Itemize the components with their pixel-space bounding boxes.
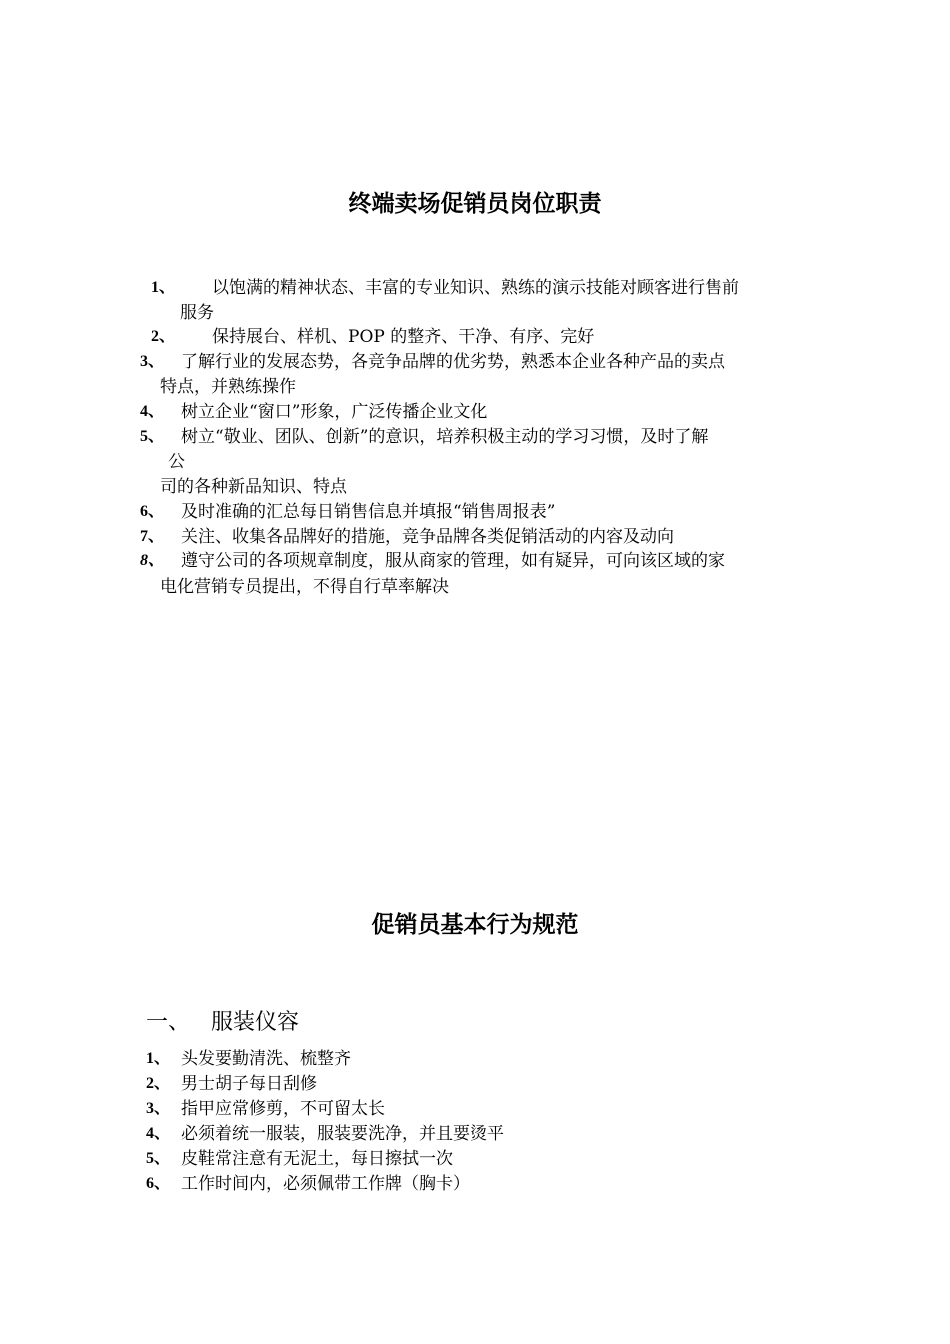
section-title: 促销员基本行为规范	[371, 912, 579, 938]
duty-number-6: 6、	[140, 503, 165, 520]
duty-text-8: 遵守公司的各项规章制度，服从商家的管理，如有疑异，可向该区域的家	[181, 551, 725, 571]
dress-number-2: 2、	[146, 1075, 171, 1092]
duty-text-3-cont: 特点，并熟练操作	[160, 377, 296, 397]
duty-text-5-cont2: 司的各种新品知识、特点	[160, 477, 347, 497]
duty-text-3: 了解行业的发展态势，各竞争品牌的优劣势，熟悉本企业各种产品的卖点	[181, 352, 725, 372]
duty-number-2: 2、	[151, 328, 176, 345]
duty-text-8-cont: 电化营销专员提出，不得自行草率解决	[160, 577, 449, 597]
dress-number-1: 1、	[146, 1050, 171, 1067]
dress-text-1: 头发要勤清洗、梳整齐	[181, 1049, 351, 1069]
duty-number-1: 1、	[151, 279, 176, 296]
dress-text-5: 皮鞋常注意有无泥土，每日擦拭一次	[181, 1149, 453, 1169]
duty-text-5: 树立“敬业、团队、创新”的意识，培养积极主动的学习习惯，及时了解	[181, 427, 709, 447]
duty-text-2: 保持展台、样机、POP 的整齐、干净、有序、完好	[212, 327, 595, 347]
duty-text-1-cont: 服务	[180, 303, 214, 323]
dress-text-6: 工作时间内，必须佩带工作牌（胸卡）	[181, 1174, 470, 1194]
dress-text-3: 指甲应常修剪，不可留太长	[181, 1099, 385, 1119]
duty-number-7: 7、	[140, 528, 165, 545]
dress-number-4: 4、	[146, 1125, 171, 1142]
duty-number-5: 5、	[140, 428, 165, 445]
duty-text-6: 及时准确的汇总每日销售信息并填报“销售周报表”	[181, 502, 556, 522]
section-heading-number: 一、	[146, 1010, 191, 1035]
dress-number-3: 3、	[146, 1100, 171, 1117]
dress-number-5: 5、	[146, 1150, 171, 1167]
duty-number-3: 3、	[140, 353, 165, 370]
duty-number-4: 4、	[140, 403, 165, 420]
section-heading-label: 服装仪容	[211, 1010, 300, 1035]
dress-number-6: 6、	[146, 1175, 171, 1192]
duty-text-5-cont: 公	[168, 452, 185, 472]
duty-number-8: 8、	[140, 552, 165, 569]
dress-text-2: 男士胡子每日刮修	[181, 1074, 317, 1094]
duty-text-7: 关注、收集各品牌好的措施，竞争品牌各类促销活动的内容及动向	[181, 527, 674, 547]
page-title: 终端卖场促销员岗位职责	[348, 191, 602, 217]
duty-text-1: 以饱满的精神状态、丰富的专业知识、熟练的演示技能对顾客进行售前	[212, 278, 739, 298]
dress-text-4: 必须着统一服装，服装要洗净，并且要烫平	[181, 1124, 504, 1144]
duty-text-4: 树立企业“窗口”形象，广泛传播企业文化	[181, 402, 488, 422]
